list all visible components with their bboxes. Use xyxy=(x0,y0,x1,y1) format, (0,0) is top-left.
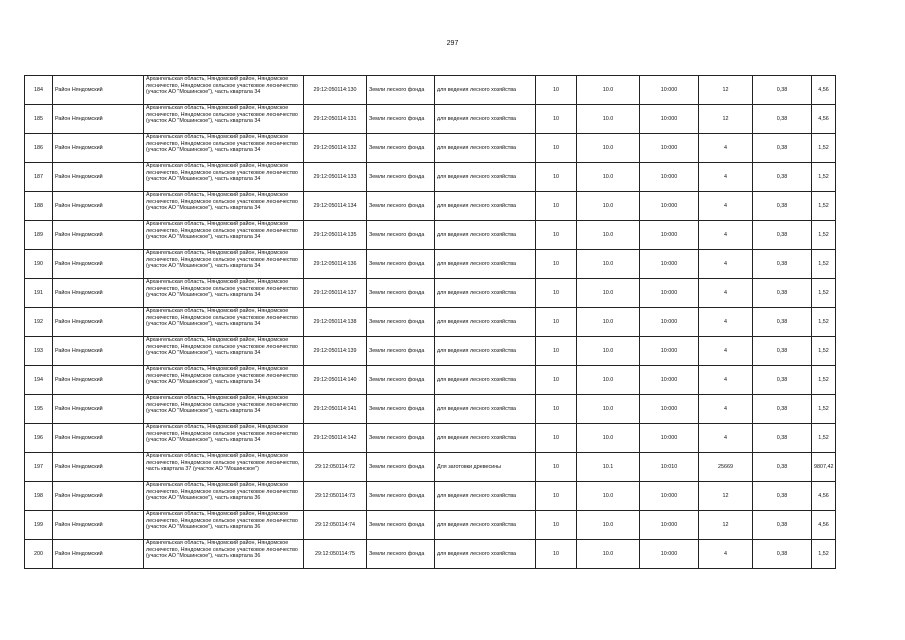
value-cell: 1,52 xyxy=(812,424,836,453)
classifier-code-cell: 10:000 xyxy=(640,540,699,569)
row-number-cell: 189 xyxy=(25,221,53,250)
classifier-code-cell: 10:000 xyxy=(640,163,699,192)
use-code-cell: 10.0 xyxy=(577,308,640,337)
row-number-cell: 195 xyxy=(25,395,53,424)
table-row xyxy=(25,511,836,540)
code-cell: 10 xyxy=(536,250,577,279)
table-row xyxy=(25,366,836,395)
code-cell: 10 xyxy=(536,105,577,134)
location-cell: Архангельская область, Няндомский район, Няндомское лесничество, Няндомское сельское участковое лесничество (участок АО "Мошинское"), часть квартала 36 xyxy=(144,482,304,511)
code-cell: 10 xyxy=(536,192,577,221)
area-cell: 4 xyxy=(699,366,753,395)
permitted-use-cell: для ведения лесного хозяйства xyxy=(435,163,536,192)
row-number-cell: 199 xyxy=(25,511,53,540)
location-cell: Архангельская область, Няндомский район, Няндомское лесничество, Няндомское сельское участковое лесничество (участок АО "Мошинское"), часть квартала 34 xyxy=(144,395,304,424)
value-cell: 1,52 xyxy=(812,163,836,192)
cadastral-number-cell: 29:12:050114:72 xyxy=(304,453,367,482)
table-row xyxy=(25,308,836,337)
district-cell: Район Няндомский xyxy=(53,221,144,250)
location-cell: Архангельская область, Няндомский район, Няндомское лесничество, Няндомское сельское участковое лесничество (участок АО "Мошинское"), часть квартала 34 xyxy=(144,279,304,308)
classifier-code-cell: 10:000 xyxy=(640,279,699,308)
use-code-cell: 10.1 xyxy=(577,453,640,482)
cadastral-number-cell: 29:12:050114:139 xyxy=(304,337,367,366)
permitted-use-cell: для ведения лесного хозяйства xyxy=(435,76,536,105)
land-category-cell: Земли лесного фонда xyxy=(367,192,435,221)
location-cell: Архангельская область, Няндомский район, Няндомское лесничество, Няндомское сельское участковое лесничество (участок АО "Мошинское"), часть квартала 34 xyxy=(144,250,304,279)
rate-cell: 0,38 xyxy=(753,163,812,192)
district-cell: Район Няндомский xyxy=(53,250,144,279)
use-code-cell: 10.0 xyxy=(577,221,640,250)
district-cell: Район Няндомский xyxy=(53,540,144,569)
table-row xyxy=(25,163,836,192)
rate-cell: 0,38 xyxy=(753,482,812,511)
area-cell: 4 xyxy=(699,250,753,279)
row-number-cell: 190 xyxy=(25,250,53,279)
permitted-use-cell: для ведения лесного хозяйства xyxy=(435,250,536,279)
row-number-cell: 192 xyxy=(25,308,53,337)
classifier-code-cell: 10:000 xyxy=(640,424,699,453)
table-row xyxy=(25,250,836,279)
table-row xyxy=(25,76,836,105)
location-cell: Архангельская область, Няндомский район, Няндомское лесничество, Няндомское сельское участковое лесничество (участок АО "Мошинское"), часть квартала 34 xyxy=(144,337,304,366)
code-cell: 10 xyxy=(536,366,577,395)
value-cell: 1,52 xyxy=(812,250,836,279)
cadastral-number-cell: 29:12:050114:137 xyxy=(304,279,367,308)
classifier-code-cell: 10:010 xyxy=(640,453,699,482)
land-category-cell: Земли лесного фонда xyxy=(367,308,435,337)
rate-cell: 0,38 xyxy=(753,250,812,279)
area-cell: 4 xyxy=(699,395,753,424)
table-row xyxy=(25,279,836,308)
value-cell: 1,52 xyxy=(812,540,836,569)
use-code-cell: 10.0 xyxy=(577,395,640,424)
cadastral-number-cell: 29:12:050114:74 xyxy=(304,511,367,540)
classifier-code-cell: 10:000 xyxy=(640,395,699,424)
location-cell: Архангельская область, Няндомский район, Няндомское лесничество, Няндомское сельское участковое лесничество (участок АО "Мошинское"), часть квартала 34 xyxy=(144,134,304,163)
land-category-cell: Земли лесного фонда xyxy=(367,511,435,540)
area-cell: 12 xyxy=(699,511,753,540)
cadastral-number-cell: 29:12:050114:140 xyxy=(304,366,367,395)
use-code-cell: 10.0 xyxy=(577,250,640,279)
cadastral-number-cell: 29:12:050114:131 xyxy=(304,105,367,134)
area-cell: 12 xyxy=(699,105,753,134)
location-cell: Архангельская область, Няндомский район, Няндомское лесничество, Няндомское сельское участковое лесничество (участок АО "Мошинское"), часть квартала 34 xyxy=(144,105,304,134)
location-cell: Архангельская область, Няндомский район, Няндомское лесничество, Няндомское сельское участковое лесничество (участок АО "Мошинское"), часть квартала 36 xyxy=(144,540,304,569)
use-code-cell: 10.0 xyxy=(577,540,640,569)
district-cell: Район Няндомский xyxy=(53,134,144,163)
district-cell: Район Няндомский xyxy=(53,192,144,221)
classifier-code-cell: 10:000 xyxy=(640,308,699,337)
area-cell: 12 xyxy=(699,482,753,511)
land-category-cell: Земли лесного фонда xyxy=(367,76,435,105)
cadastral-number-cell: 29:12:050114:73 xyxy=(304,482,367,511)
table-row xyxy=(25,192,836,221)
classifier-code-cell: 10:000 xyxy=(640,482,699,511)
classifier-code-cell: 10:000 xyxy=(640,337,699,366)
land-category-cell: Земли лесного фонда xyxy=(367,337,435,366)
code-cell: 10 xyxy=(536,308,577,337)
code-cell: 10 xyxy=(536,337,577,366)
code-cell: 10 xyxy=(536,395,577,424)
use-code-cell: 10.0 xyxy=(577,192,640,221)
permitted-use-cell: для ведения лесного хозяйства xyxy=(435,511,536,540)
permitted-use-cell: для ведения лесного хозяйства xyxy=(435,540,536,569)
value-cell: 4,56 xyxy=(812,482,836,511)
permitted-use-cell: Для заготовки древесины xyxy=(435,453,536,482)
use-code-cell: 10.0 xyxy=(577,134,640,163)
value-cell: 4,56 xyxy=(812,511,836,540)
row-number-cell: 197 xyxy=(25,453,53,482)
classifier-code-cell: 10:000 xyxy=(640,511,699,540)
permitted-use-cell: для ведения лесного хозяйства xyxy=(435,279,536,308)
district-cell: Район Няндомский xyxy=(53,279,144,308)
district-cell: Район Няндомский xyxy=(53,511,144,540)
cadastral-number-cell: 29:12:050114:132 xyxy=(304,134,367,163)
rate-cell: 0,38 xyxy=(753,308,812,337)
rate-cell: 0,38 xyxy=(753,279,812,308)
cadastral-number-cell: 29:12:050114:133 xyxy=(304,163,367,192)
area-cell: 4 xyxy=(699,221,753,250)
page-number: 297 xyxy=(446,40,459,47)
rate-cell: 0,38 xyxy=(753,76,812,105)
rate-cell: 0,38 xyxy=(753,453,812,482)
row-number-cell: 186 xyxy=(25,134,53,163)
value-cell: 4,56 xyxy=(812,76,836,105)
classifier-code-cell: 10:000 xyxy=(640,76,699,105)
location-cell: Архангельская область, Няндомский район, Няндомское лесничество, Няндомское сельское участковое лесничество (участок АО "Мошинское"), часть квартала 34 xyxy=(144,192,304,221)
land-registry-table xyxy=(24,75,836,569)
code-cell: 10 xyxy=(536,511,577,540)
value-cell: 1,52 xyxy=(812,308,836,337)
district-cell: Район Няндомский xyxy=(53,105,144,134)
rate-cell: 0,38 xyxy=(753,192,812,221)
table-row xyxy=(25,337,836,366)
rate-cell: 0,38 xyxy=(753,366,812,395)
permitted-use-cell: для ведения лесного хозяйства xyxy=(435,424,536,453)
permitted-use-cell: для ведения лесного хозяйства xyxy=(435,482,536,511)
row-number-cell: 188 xyxy=(25,192,53,221)
table-row xyxy=(25,424,836,453)
area-cell: 4 xyxy=(699,192,753,221)
permitted-use-cell: для ведения лесного хозяйства xyxy=(435,308,536,337)
district-cell: Район Няндомский xyxy=(53,163,144,192)
permitted-use-cell: для ведения лесного хозяйства xyxy=(435,105,536,134)
district-cell: Район Няндомский xyxy=(53,482,144,511)
table-row xyxy=(25,134,836,163)
cadastral-number-cell: 29:12:050114:138 xyxy=(304,308,367,337)
classifier-code-cell: 10:000 xyxy=(640,221,699,250)
rate-cell: 0,38 xyxy=(753,395,812,424)
permitted-use-cell: для ведения лесного хозяйства xyxy=(435,395,536,424)
rate-cell: 0,38 xyxy=(753,221,812,250)
use-code-cell: 10.0 xyxy=(577,105,640,134)
location-cell: Архангельская область, Няндомский район, Няндомское лесничество, Няндомское сельское участковое лесничество (участок АО "Мошинское"), часть квартала 34 xyxy=(144,308,304,337)
value-cell: 1,52 xyxy=(812,366,836,395)
code-cell: 10 xyxy=(536,163,577,192)
use-code-cell: 10.0 xyxy=(577,279,640,308)
value-cell: 1,52 xyxy=(812,221,836,250)
classifier-code-cell: 10:000 xyxy=(640,105,699,134)
permitted-use-cell: для ведения лесного хозяйства xyxy=(435,192,536,221)
land-category-cell: Земли лесного фонда xyxy=(367,105,435,134)
land-category-cell: Земли лесного фонда xyxy=(367,366,435,395)
location-cell: Архангельская область, Няндомский район, Няндомское лесничество, Няндомское сельское участковое лесничество (участок АО "Мошинское"), часть квартала 34 xyxy=(144,366,304,395)
use-code-cell: 10.0 xyxy=(577,76,640,105)
classifier-code-cell: 10:000 xyxy=(640,250,699,279)
code-cell: 10 xyxy=(536,482,577,511)
code-cell: 10 xyxy=(536,540,577,569)
rate-cell: 0,38 xyxy=(753,424,812,453)
classifier-code-cell: 10:000 xyxy=(640,366,699,395)
area-cell: 4 xyxy=(699,337,753,366)
value-cell: 1,52 xyxy=(812,395,836,424)
cadastral-number-cell: 29:12:050114:142 xyxy=(304,424,367,453)
location-cell: Архангельская область, Няндомский район, Няндомское лесничество, Няндомское сельское участковое лесничество (участок АО "Мошинское"), часть квартала 34 xyxy=(144,76,304,105)
land-category-cell: Земли лесного фонда xyxy=(367,250,435,279)
code-cell: 10 xyxy=(536,424,577,453)
land-category-cell: Земли лесного фонда xyxy=(367,424,435,453)
district-cell: Район Няндомский xyxy=(53,395,144,424)
value-cell: 1,52 xyxy=(812,134,836,163)
area-cell: 4 xyxy=(699,163,753,192)
row-number-cell: 193 xyxy=(25,337,53,366)
land-category-cell: Земли лесного фонда xyxy=(367,395,435,424)
value-cell: 1,52 xyxy=(812,337,836,366)
area-cell: 4 xyxy=(699,540,753,569)
area-cell: 25669 xyxy=(699,453,753,482)
area-cell: 4 xyxy=(699,279,753,308)
value-cell: 4,56 xyxy=(812,105,836,134)
cadastral-number-cell: 29:12:050114:135 xyxy=(304,221,367,250)
permitted-use-cell: для ведения лесного хозяйства xyxy=(435,366,536,395)
cadastral-number-cell: 29:12:050114:141 xyxy=(304,395,367,424)
table-row xyxy=(25,105,836,134)
district-cell: Район Няндомский xyxy=(53,424,144,453)
land-category-cell: Земли лесного фонда xyxy=(367,540,435,569)
table-row xyxy=(25,221,836,250)
location-cell: Архангельская область, Няндомский район, Няндомское лесничество, Няндомское сельское участковое лесничество, часть квартала 37 (участок АО "Мошинское") xyxy=(144,453,304,482)
land-category-cell: Земли лесного фонда xyxy=(367,453,435,482)
permitted-use-cell: для ведения лесного хозяйства xyxy=(435,134,536,163)
row-number-cell: 196 xyxy=(25,424,53,453)
row-number-cell: 200 xyxy=(25,540,53,569)
district-cell: Район Няндомский xyxy=(53,76,144,105)
district-cell: Район Няндомский xyxy=(53,366,144,395)
land-category-cell: Земли лесного фонда xyxy=(367,134,435,163)
row-number-cell: 198 xyxy=(25,482,53,511)
use-code-cell: 10.0 xyxy=(577,337,640,366)
code-cell: 10 xyxy=(536,76,577,105)
classifier-code-cell: 10:000 xyxy=(640,192,699,221)
table-row xyxy=(25,453,836,482)
use-code-cell: 10.0 xyxy=(577,511,640,540)
cadastral-number-cell: 29:12:050114:136 xyxy=(304,250,367,279)
location-cell: Архангельская область, Няндомский район, Няндомское лесничество, Няндомское сельское участковое лесничество (участок АО "Мошинское"), часть квартала 36 xyxy=(144,511,304,540)
permitted-use-cell: для ведения лесного хозяйства xyxy=(435,337,536,366)
use-code-cell: 10.0 xyxy=(577,424,640,453)
rate-cell: 0,38 xyxy=(753,540,812,569)
district-cell: Район Няндомский xyxy=(53,453,144,482)
area-cell: 4 xyxy=(699,308,753,337)
rate-cell: 0,38 xyxy=(753,105,812,134)
land-category-cell: Земли лесного фонда xyxy=(367,279,435,308)
land-category-cell: Земли лесного фонда xyxy=(367,482,435,511)
value-cell: 1,52 xyxy=(812,279,836,308)
code-cell: 10 xyxy=(536,134,577,163)
rate-cell: 0,38 xyxy=(753,511,812,540)
land-category-cell: Земли лесного фонда xyxy=(367,221,435,250)
use-code-cell: 10.0 xyxy=(577,163,640,192)
cadastral-number-cell: 29:12:050114:75 xyxy=(304,540,367,569)
land-category-cell: Земли лесного фонда xyxy=(367,163,435,192)
rate-cell: 0,38 xyxy=(753,337,812,366)
row-number-cell: 187 xyxy=(25,163,53,192)
district-cell: Район Няндомский xyxy=(53,308,144,337)
use-code-cell: 10.0 xyxy=(577,482,640,511)
area-cell: 4 xyxy=(699,134,753,163)
table-row xyxy=(25,540,836,569)
location-cell: Архангельская область, Няндомский район, Няндомское лесничество, Няндомское сельское участковое лесничество (участок АО "Мошинское"), часть квартала 34 xyxy=(144,424,304,453)
area-cell: 4 xyxy=(699,424,753,453)
table-row xyxy=(25,482,836,511)
classifier-code-cell: 10:000 xyxy=(640,134,699,163)
row-number-cell: 191 xyxy=(25,279,53,308)
value-cell: 1,52 xyxy=(812,192,836,221)
cadastral-number-cell: 29:12:050114:134 xyxy=(304,192,367,221)
table-row xyxy=(25,395,836,424)
location-cell: Архангельская область, Няндомский район, Няндомское лесничество, Няндомское сельское участковое лесничество (участок АО "Мошинское"), часть квартала 34 xyxy=(144,221,304,250)
row-number-cell: 184 xyxy=(25,76,53,105)
code-cell: 10 xyxy=(536,221,577,250)
district-cell: Район Няндомский xyxy=(53,337,144,366)
cadastral-number-cell: 29:12:050114:130 xyxy=(304,76,367,105)
code-cell: 10 xyxy=(536,453,577,482)
permitted-use-cell: для ведения лесного хозяйства xyxy=(435,221,536,250)
area-cell: 12 xyxy=(699,76,753,105)
location-cell: Архангельская область, Няндомский район, Няндомское лесничество, Няндомское сельское участковое лесничество (участок АО "Мошинское"), часть квартала 34 xyxy=(144,163,304,192)
rate-cell: 0,38 xyxy=(753,134,812,163)
value-cell: 9807,42 xyxy=(812,453,836,482)
row-number-cell: 185 xyxy=(25,105,53,134)
row-number-cell: 194 xyxy=(25,366,53,395)
table-body xyxy=(25,76,836,569)
use-code-cell: 10.0 xyxy=(577,366,640,395)
code-cell: 10 xyxy=(536,279,577,308)
